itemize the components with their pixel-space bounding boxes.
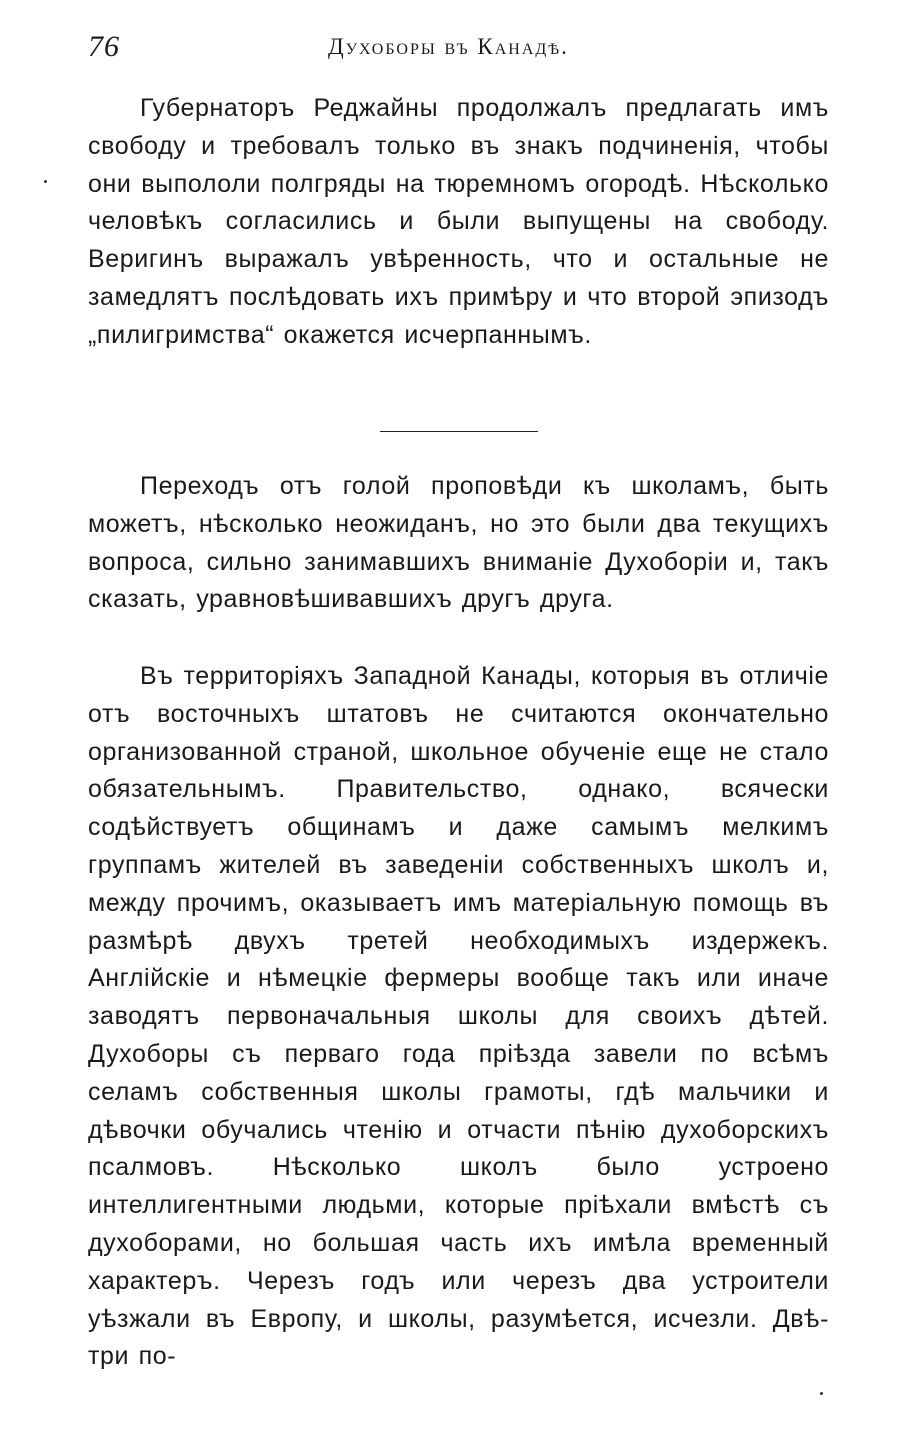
scan-speck	[44, 180, 47, 183]
running-title: Духоборы въ Канадѣ.	[328, 34, 569, 59]
page-number: 76	[88, 30, 120, 63]
section-divider	[380, 431, 538, 432]
paragraph-1: Губернаторъ Реджайны продолжалъ предлагать имъ свободу и требовалъ только въ знакъ подчиненія, чтобы они выпололи полгряды на тюремномъ огородѣ. Нѣсколько человѣкъ согласились и были выпущены на свободу. Веригинъ выражалъ увѣренность, что и остальные не замедлятъ послѣдовать ихъ примѣру и что второй эпизодъ „пилигримства“ окажется исчерпаннымъ.	[88, 94, 829, 349]
scan-speck	[820, 1392, 823, 1395]
paragraph-3: Въ территоріяхъ Западной Канады, которыя въ отличіе отъ восточныхъ штатовъ не считаются окончательно организованной страной, школьное обученіе еще не стало обязательнымъ. Правительство, однако, всячески содѣйствуетъ общинамъ и даже самымъ мелкимъ группамъ жителей въ заведеніи собственныхъ школъ и, между прочимъ, оказываетъ имъ матеріальную помощь въ размѣрѣ двухъ третей необходимыхъ издержекъ. Англійскіе и нѣмецкіе фермеры вообще такъ или иначе заводятъ первоначальныя школы для своихъ дѣтей. Духоборы съ перваго года пріѣзда завели по всѣмъ селамъ собственныя школы грамоты, гдѣ мальчики и дѣвочки обучались чтенію и отчасти пѣнію духоборскихъ псалмовъ. Нѣсколько школъ было устроено интеллигентными людьми, которые пріѣхали вмѣстѣ съ духоборами, но большая часть ихъ имѣла временный характеръ. Черезъ годъ или черезъ два устроители уѣзжали въ Европу, и школы, разумѣется, исчезли. Двѣ-три по-	[88, 662, 829, 1371]
page-header	[88, 30, 828, 70]
paragraph-2: Переходъ отъ голой проповѣди къ школамъ, быть можетъ, нѣсколько неожиданъ, но это были два текущихъ вопроса, сильно занимавшихъ вниманіе Духоборіи и, такъ сказать, уравновѣшивавшихъ другъ друга.	[88, 472, 829, 614]
